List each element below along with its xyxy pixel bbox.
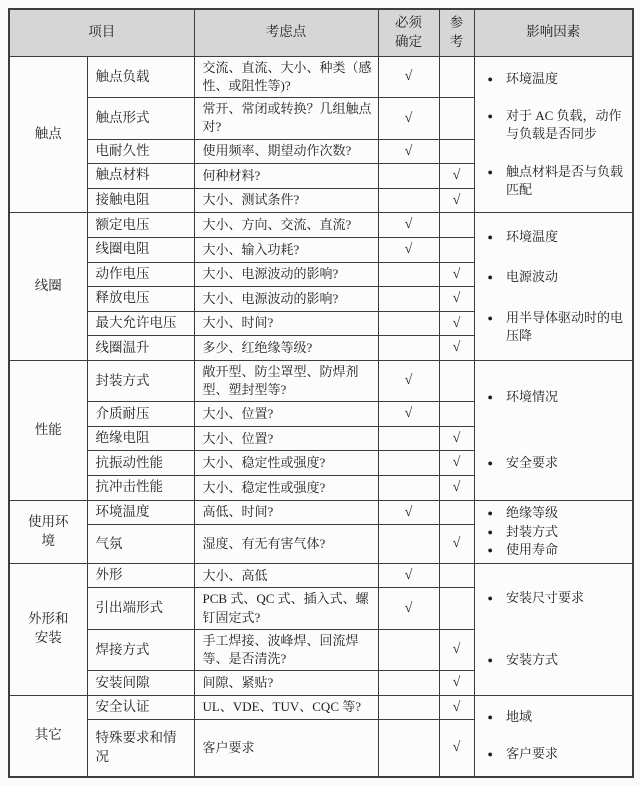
reference-cell — [439, 188, 474, 213]
reference-cell — [439, 476, 474, 501]
reference-cell — [439, 695, 474, 720]
component-selection-table — [8, 8, 634, 778]
check-icon: √ — [404, 373, 413, 389]
item-cell: 抗振动性能 — [87, 451, 194, 476]
consideration-cell: UL、VDE、TUV、CQC 等? — [194, 695, 378, 720]
factor-text: 环境温度 — [505, 70, 558, 86]
item-cell: 环境温度 — [87, 500, 194, 525]
item-cell: 外形 — [87, 563, 194, 588]
item-cell: 触点材料 — [87, 164, 194, 189]
consideration-cell: 大小、方向、交流、直流? — [194, 213, 378, 238]
factor-item — [477, 651, 631, 669]
reference-cell — [439, 98, 474, 139]
check-icon: √ — [452, 192, 461, 208]
must-confirm-cell — [378, 629, 439, 670]
factor-text: 环境情况 — [505, 388, 558, 404]
factors-cell — [474, 360, 633, 500]
item-cell: 最大允许电压 — [87, 311, 194, 336]
consideration-cell: 手工焊接、波峰焊、回流焊等、是否清洗? — [194, 629, 378, 670]
consideration-cell: 大小、位置? — [194, 402, 378, 427]
consideration-cell: 大小、输入功耗? — [194, 237, 378, 262]
table-body — [9, 56, 633, 777]
check-icon: √ — [404, 600, 413, 616]
check-icon: √ — [452, 740, 461, 756]
check-icon: √ — [452, 675, 461, 691]
factors-list — [475, 564, 633, 695]
item-cell: 封装方式 — [87, 360, 194, 401]
factor-item — [477, 388, 631, 406]
factor-item — [477, 454, 631, 472]
header-item-group — [9, 9, 194, 56]
check-icon: √ — [404, 217, 413, 233]
reference-cell — [439, 402, 474, 427]
consideration-cell: 大小、稳定性或强度? — [194, 476, 378, 501]
reference-cell — [439, 671, 474, 696]
factor-item — [477, 268, 631, 286]
consideration-cell: 敞开型、防尘罩型、防焊剂型、塑封型等? — [194, 360, 378, 401]
table-row — [9, 500, 633, 525]
consideration-cell: 高低、时间? — [194, 500, 378, 525]
factors-cell — [474, 56, 633, 213]
bullet-icon: ● — [487, 592, 493, 603]
factor-text: 绝缘等级 — [505, 504, 558, 520]
item-cell: 引出端形式 — [87, 588, 194, 629]
item-cell: 特殊要求和情况 — [87, 720, 194, 777]
factors-list — [475, 57, 633, 213]
bullet-icon: ● — [487, 272, 493, 283]
factors-list — [475, 696, 633, 776]
must-confirm-cell — [378, 720, 439, 777]
check-icon: √ — [452, 315, 461, 331]
must-confirm-cell — [378, 563, 439, 588]
consideration-cell: 湿度、有无有害气体? — [194, 525, 378, 564]
reference-cell — [439, 629, 474, 670]
must-confirm-cell — [378, 500, 439, 525]
consideration-cell: 大小、电源波动的影响? — [194, 287, 378, 312]
item-cell: 触点形式 — [87, 98, 194, 139]
header-consideration-label: 考虑点 — [265, 24, 307, 40]
reference-cell — [439, 311, 474, 336]
factor-text: 封装方式 — [505, 523, 558, 539]
factor-item — [477, 589, 631, 607]
factor-item — [477, 163, 631, 199]
factors-cell — [474, 563, 633, 695]
category-cell: 其它 — [9, 695, 87, 777]
item-cell: 焊接方式 — [87, 629, 194, 670]
header-consideration — [194, 9, 378, 56]
reference-cell — [439, 213, 474, 238]
header-factors — [474, 9, 633, 56]
table-row — [9, 695, 633, 720]
check-icon: √ — [404, 504, 413, 520]
item-cell: 电耐久性 — [87, 139, 194, 164]
item-cell: 触点负载 — [87, 56, 194, 97]
factor-text: 用半导体驱动时的电压降 — [505, 310, 623, 344]
table-row — [9, 213, 633, 238]
header-item-group-label: 项目 — [88, 24, 116, 40]
bullet-icon: ● — [487, 231, 493, 242]
check-icon: √ — [452, 430, 461, 446]
bullet-icon: ● — [487, 313, 493, 324]
check-icon: √ — [404, 406, 413, 422]
consideration-cell: 何种材料? — [194, 164, 378, 189]
must-confirm-cell — [378, 237, 439, 262]
check-icon: √ — [452, 699, 461, 715]
consideration-cell: 大小、高低 — [194, 563, 378, 588]
must-confirm-cell — [378, 402, 439, 427]
check-icon: √ — [452, 168, 461, 184]
must-confirm-cell — [378, 476, 439, 501]
reference-cell — [439, 426, 474, 451]
item-cell: 抗冲击性能 — [87, 476, 194, 501]
check-icon: √ — [452, 480, 461, 496]
item-cell: 安装间隙 — [87, 671, 194, 696]
factor-item — [477, 70, 631, 88]
must-confirm-cell — [378, 360, 439, 401]
reference-cell — [439, 336, 474, 361]
header-reference — [439, 9, 474, 56]
must-confirm-cell — [378, 287, 439, 312]
factor-item — [477, 745, 631, 763]
consideration-cell: 间隙、紧贴? — [194, 671, 378, 696]
consideration-cell: 大小、稳定性或强度? — [194, 451, 378, 476]
factor-text: 触点材料是否与负载匹配 — [505, 164, 623, 198]
consideration-cell: 大小、测试条件? — [194, 188, 378, 213]
check-icon: √ — [404, 69, 413, 85]
reference-cell — [439, 500, 474, 525]
factor-text: 安装尺寸要求 — [505, 589, 584, 605]
reference-cell — [439, 139, 474, 164]
reference-cell — [439, 164, 474, 189]
must-confirm-cell — [378, 525, 439, 564]
item-cell: 动作电压 — [87, 262, 194, 287]
factors-cell — [474, 213, 633, 361]
reference-cell — [439, 360, 474, 401]
check-icon: √ — [404, 241, 413, 257]
item-cell: 气氛 — [87, 525, 194, 564]
factor-item — [477, 504, 631, 522]
factor-item — [477, 309, 631, 345]
must-confirm-cell — [378, 188, 439, 213]
consideration-cell: 大小、位置? — [194, 426, 378, 451]
category-cell: 性能 — [9, 360, 87, 500]
bullet-icon: ● — [487, 73, 493, 84]
bullet-icon: ● — [487, 545, 493, 556]
must-confirm-cell — [378, 426, 439, 451]
must-confirm-cell — [378, 695, 439, 720]
reference-cell — [439, 588, 474, 629]
factor-item — [477, 541, 631, 559]
header-must-confirm-label: 必须确定 — [395, 15, 422, 49]
check-icon: √ — [452, 291, 461, 307]
table-row — [9, 360, 633, 401]
table-row — [9, 56, 633, 97]
check-icon: √ — [404, 110, 413, 126]
item-cell: 释放电压 — [87, 287, 194, 312]
item-cell: 接触电阻 — [87, 188, 194, 213]
check-icon: √ — [452, 266, 461, 282]
reference-cell — [439, 563, 474, 588]
consideration-cell: 大小、电源波动的影响? — [194, 262, 378, 287]
reference-cell — [439, 525, 474, 564]
header-factors-label: 影响因素 — [526, 24, 581, 40]
reference-cell — [439, 237, 474, 262]
must-confirm-cell — [378, 56, 439, 97]
factors-list — [475, 361, 633, 500]
must-confirm-cell — [378, 311, 439, 336]
header-must-confirm — [378, 9, 439, 56]
must-confirm-cell — [378, 451, 439, 476]
must-confirm-cell — [378, 139, 439, 164]
item-cell: 额定电压 — [87, 213, 194, 238]
bullet-icon: ● — [487, 507, 493, 518]
consideration-cell: PCB 式、QC 式、插入式、螺钉固定式? — [194, 588, 378, 629]
must-confirm-cell — [378, 671, 439, 696]
item-cell: 介质耐压 — [87, 402, 194, 427]
check-icon: √ — [452, 642, 461, 658]
factor-text: 安装方式 — [505, 652, 558, 668]
reference-cell — [439, 451, 474, 476]
factor-item — [477, 107, 631, 143]
factors-cell — [474, 695, 633, 777]
factors-cell — [474, 500, 633, 563]
reference-cell — [439, 720, 474, 777]
factors-list — [475, 501, 633, 563]
table-row — [9, 563, 633, 588]
bullet-icon: ● — [487, 712, 493, 723]
bullet-icon: ● — [487, 391, 493, 402]
header-row — [9, 9, 633, 56]
category-cell: 线圈 — [9, 213, 87, 361]
must-confirm-cell — [378, 213, 439, 238]
factor-text: 对于 AC 负载，动作与负载是否同步 — [505, 108, 622, 142]
bullet-icon: ● — [487, 167, 493, 178]
consideration-cell: 大小、时间? — [194, 311, 378, 336]
bullet-icon: ● — [487, 111, 493, 122]
consideration-cell: 使用频率、期望动作次数? — [194, 139, 378, 164]
bullet-icon: ● — [487, 458, 493, 469]
factor-text: 安全要求 — [505, 455, 558, 471]
item-cell: 线圈电阻 — [87, 237, 194, 262]
must-confirm-cell — [378, 164, 439, 189]
check-icon: √ — [452, 455, 461, 471]
header-reference-label: 参考 — [449, 15, 464, 49]
factor-item — [477, 228, 631, 246]
consideration-cell: 客户要求 — [194, 720, 378, 777]
check-icon: √ — [404, 143, 413, 159]
item-cell: 安全认证 — [87, 695, 194, 720]
factor-text: 电源波动 — [505, 269, 558, 285]
consideration-cell: 多少、红绝缘等级? — [194, 336, 378, 361]
factors-list — [475, 213, 633, 360]
bullet-icon: ● — [487, 749, 493, 760]
consideration-cell: 常开、常闭或转换？几组触点对? — [194, 98, 378, 139]
factor-text: 客户要求 — [505, 746, 558, 762]
item-cell: 绝缘电阻 — [87, 426, 194, 451]
must-confirm-cell — [378, 336, 439, 361]
reference-cell — [439, 262, 474, 287]
reference-cell — [439, 56, 474, 97]
bullet-icon: ● — [487, 655, 493, 666]
reference-cell — [439, 287, 474, 312]
bullet-icon: ● — [487, 526, 493, 537]
category-cell: 外形和安装 — [9, 563, 87, 695]
factor-text: 地域 — [505, 709, 532, 725]
check-icon: √ — [452, 536, 461, 552]
must-confirm-cell — [378, 588, 439, 629]
must-confirm-cell — [378, 98, 439, 139]
check-icon: √ — [404, 567, 413, 583]
category-cell: 触点 — [9, 56, 87, 213]
factor-item — [477, 708, 631, 726]
item-cell: 线圈温升 — [87, 336, 194, 361]
category-cell: 使用环境 — [9, 500, 87, 563]
factor-text: 使用寿命 — [505, 542, 558, 558]
factor-text: 环境温度 — [505, 228, 558, 244]
check-icon: √ — [452, 340, 461, 356]
factor-item — [477, 523, 631, 541]
must-confirm-cell — [378, 262, 439, 287]
consideration-cell: 交流、直流、大小、种类（感性、或阻性等)? — [194, 56, 378, 97]
